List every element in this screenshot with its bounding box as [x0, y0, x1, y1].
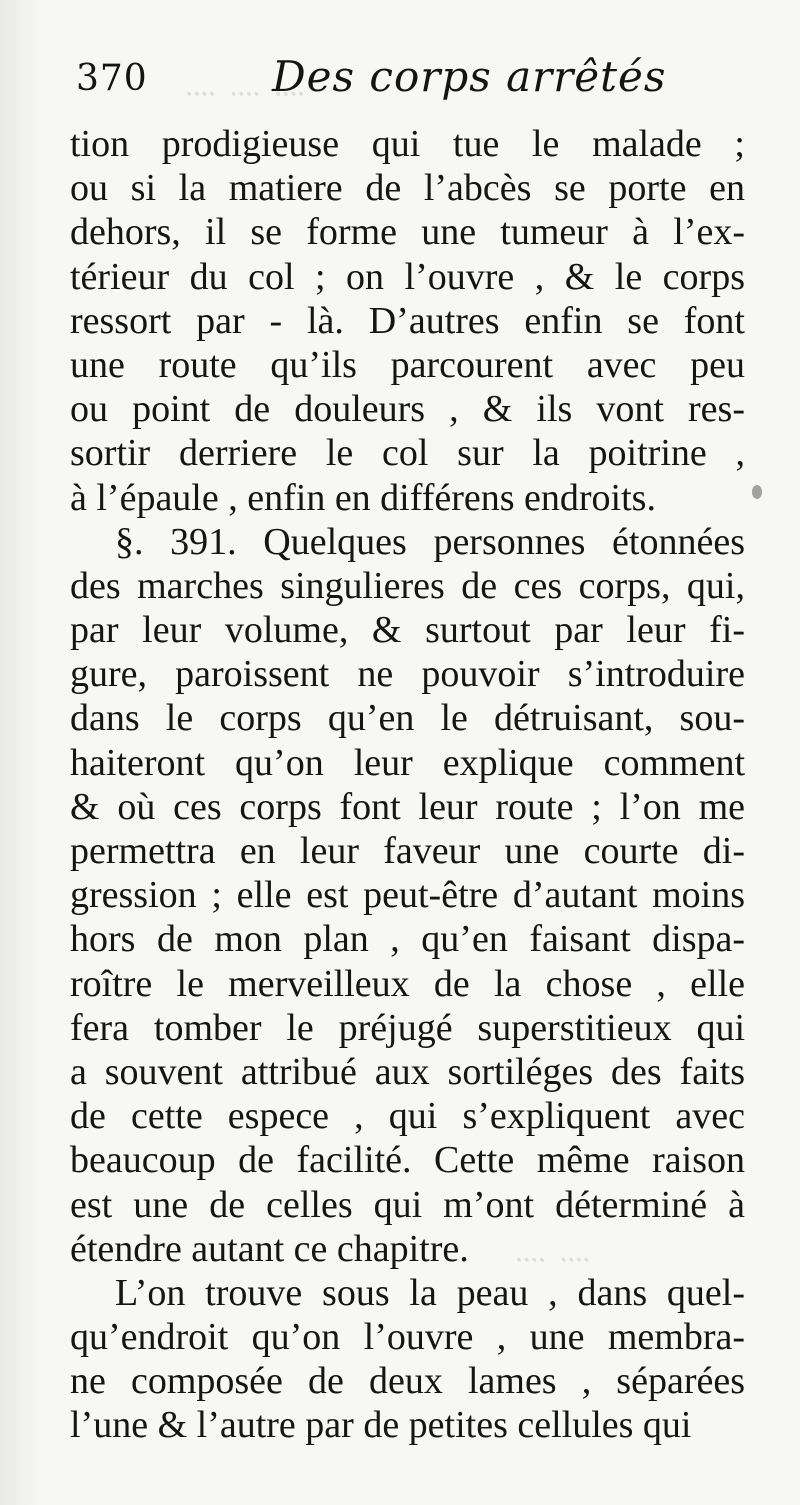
text-line: est une de celles qui m’ont déterminé à — [70, 1183, 745, 1226]
paragraph-membrane — [70, 1271, 745, 1448]
page-number: 370 — [76, 58, 148, 99]
text-line: permettra en leur faveur une courte di- — [70, 830, 745, 872]
page-header — [62, 40, 762, 110]
text-line: haiteront qu’on leur explique comment — [70, 741, 745, 784]
text-line: dans le corps qu’en le détruisant, sou- — [70, 697, 745, 740]
text-line: une route qu’ils parcourent avec peu — [70, 343, 745, 386]
text-line: de cette espece , qui s’expliquent avec — [70, 1095, 745, 1138]
text-line: sortir derriere le col sur la poitrine , — [70, 432, 745, 475]
text-line: roître le merveilleux de la chose , elle — [70, 962, 745, 1005]
text-line: ne composée de deux lames , séparées — [70, 1360, 745, 1403]
text-line: dehors, il se forme une tumeur à l’ex- — [70, 211, 745, 254]
text-line: L’on trouve sous la peau , dans quel- — [115, 1271, 745, 1314]
text-line: des marches singulieres de ces corps, qui, — [70, 564, 745, 607]
text-line: & où ces corps font leur route ; l’on me — [70, 785, 745, 828]
show-through-mark: ᠁ ᠁ ᠁ — [190, 79, 315, 114]
text-line: fera tomber le préjugé superstitieux qui — [70, 1006, 745, 1049]
text-line: l’une & l’autre par de petites cellules qui — [70, 1404, 692, 1447]
ink-speck — [752, 485, 762, 499]
text-line: ou si la matiere de l’abcès se porte en — [70, 167, 745, 210]
text-line: gure, paroissent ne pouvoir s’introduire — [70, 653, 745, 696]
text-line: gression ; elle est peut-être d’autant moins — [70, 874, 745, 917]
body-text — [70, 122, 745, 1448]
text-line: étendre autant ce chapitre. — [70, 1227, 469, 1270]
text-line: tion prodigieuse qui tue le malade ; — [70, 123, 745, 165]
text-line: térieur du col ; on l’ouvre , & le corps — [70, 255, 745, 298]
text-line: ressort par - là. D’autres enfin se font — [70, 299, 745, 342]
text-line: beaucoup de facilité. Cette même raison — [70, 1139, 745, 1182]
show-through-mark: ᠁ ᠁ — [520, 1245, 600, 1280]
text-line: qu’endroit qu’on l’ouvre , une membra- — [70, 1316, 745, 1359]
running-title: Des corps arrêtés — [272, 52, 667, 101]
text-line: §. 391. Quelques personnes étonnées — [115, 520, 745, 563]
text-line: hors de mon plan , qu’en faisant dispa- — [70, 918, 745, 961]
text-line: à l’épaule , enfin en différens endroits. — [70, 476, 656, 519]
paragraph-section-391 — [70, 520, 745, 1271]
paragraph-continuation — [70, 122, 745, 520]
text-line: a souvent attribué aux sortiléges des faits — [70, 1050, 745, 1093]
page-gutter-shadow — [0, 0, 40, 1505]
text-line: ou point de douleurs , & ils vont res- — [70, 388, 745, 431]
text-line: par leur volume, & surtout par leur fi- — [70, 609, 745, 652]
